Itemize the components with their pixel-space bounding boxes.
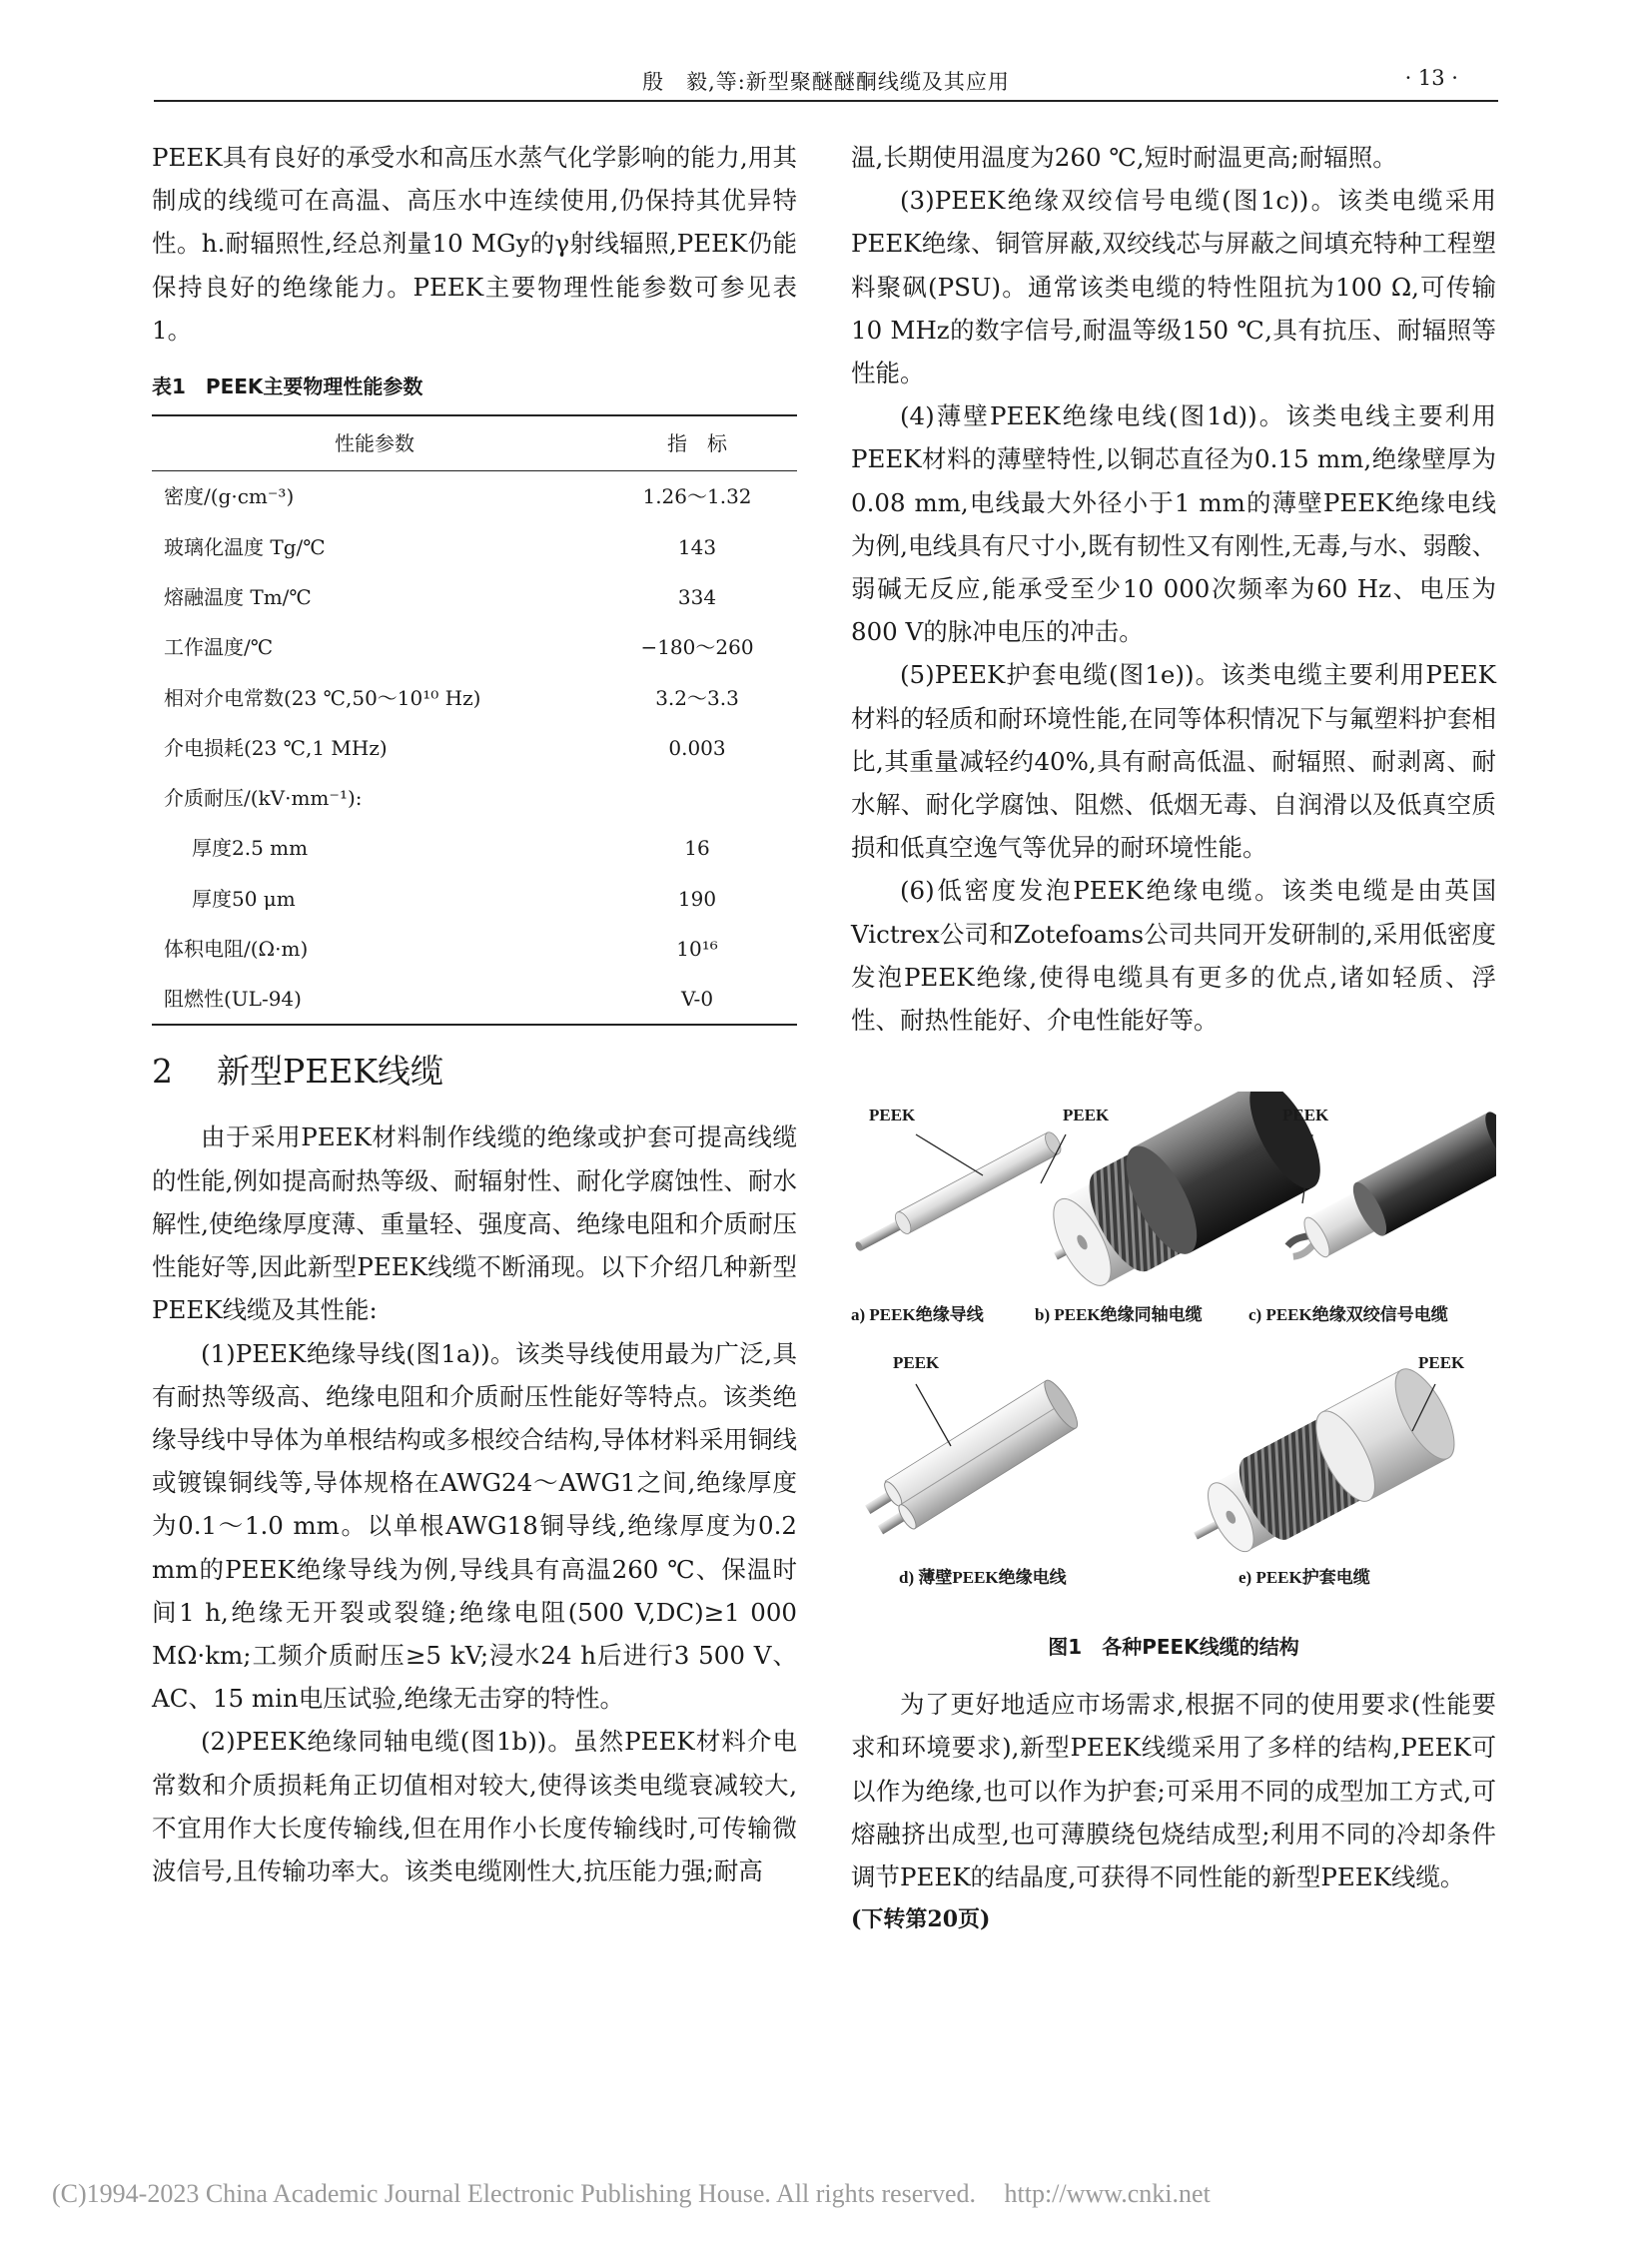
- properties-table: [152, 414, 797, 1026]
- row-param: 体积电阻/(Ω·m): [164, 937, 309, 962]
- row-value: 143: [677, 534, 717, 559]
- section-number: 2: [152, 1052, 173, 1092]
- callout-label-c: PEEK: [1282, 1106, 1329, 1125]
- row-value: 190: [677, 886, 717, 911]
- left-column: [152, 136, 797, 1892]
- row-param: 阻燃性(UL-94): [164, 987, 302, 1012]
- callout-label-e: PEEK: [1418, 1353, 1465, 1373]
- row-param: 厚度50 μm: [192, 886, 296, 911]
- body-paragraph: (3)PEEK绝缘双绞信号电缆(图1c))。该类电缆采用PEEK绝缘、铜管屏蔽,双绞线芯与屏蔽之间填充特种工程塑料聚砜(PSU)。通常该类电缆的特性阻抗为100 Ω,可传输10 MHz的数字信号,耐温等级150 ℃,具有抗压、耐辐照等性能。: [851, 186, 1496, 388]
- row-value: −180～260: [640, 635, 754, 660]
- table-row: [152, 773, 797, 823]
- table-header-row: [152, 415, 797, 471]
- table-row: [152, 974, 797, 1025]
- page-number: · 13 ·: [1404, 66, 1458, 90]
- right-column: [851, 136, 1496, 1941]
- sublabel-a: a) PEEK绝缘导线: [851, 1305, 984, 1325]
- row-value: V-0: [680, 987, 714, 1012]
- row-param: 厚度2.5 mm: [192, 836, 309, 861]
- table-row: [152, 924, 797, 974]
- row-param: 工作温度/℃: [164, 635, 274, 660]
- row-value: 1.26～1.32: [642, 484, 752, 509]
- row-value: 16: [684, 836, 710, 861]
- sublabel-e: e) PEEK护套电缆: [1239, 1568, 1370, 1588]
- body-paragraph: (5)PEEK护套电缆(图1e))。该类电缆主要利用PEEK材料的轻质和耐环境性能,在同等体积情况下与氟塑料护套相比,其重量减轻约40%,具有耐高低温、耐辐照、耐剥离、耐水解、耐化学腐蚀、阻燃、低烟无毒、自润滑以及低真空质损和低真空逸气等优异的耐环境性能。: [851, 660, 1496, 863]
- body-paragraph: 由于采用PEEK材料制作线缆的绝缘或护套可提高线缆的性能,例如提高耐热等级、耐辐射性、耐化学腐蚀性、耐水解性,使绝缘厚度薄、重量轻、强度高、绝缘电阻和介质耐压性能好等,因此新型PEEK线缆不断涌现。以下介绍几种新型PEEK线缆及其性能:: [152, 1122, 797, 1325]
- callout-label-a: PEEK: [869, 1106, 916, 1125]
- row-param: 相对介电常数(23 ℃,50～10¹⁰ Hz): [164, 685, 481, 710]
- row-value: 334: [677, 584, 717, 609]
- row-value: 10¹⁶: [676, 937, 718, 962]
- section-heading: [152, 1050, 797, 1094]
- table-row: [152, 723, 797, 773]
- table-row: [152, 622, 797, 672]
- table-row: [152, 471, 797, 522]
- copyright-footer: [52, 2179, 1211, 2209]
- row-value: 0.003: [668, 735, 726, 760]
- col-header-param: 性能参数: [152, 415, 597, 471]
- body-paragraph: (6)低密度发泡PEEK绝缘电缆。该类电缆是由英国Victrex公司和Zotefoams公司共同开发研制的,采用低密度发泡PEEK绝缘,使得电缆具有更多的优点,诸如轻质、浮性、耐热性能好、介电性能好等。: [851, 876, 1496, 1036]
- intro-paragraph: PEEK具有良好的承受水和高压水蒸气化学影响的能力,用其制成的线缆可在高温、高压水中连续使用,仍保持其优异特性。h.耐辐照性,经总剂量10 MGy的γ射线辐照,PEEK仍能保持良好的绝缘能力。PEEK主要物理性能参数可参见表1。: [152, 143, 797, 345]
- table-row: [152, 823, 797, 873]
- table-row: [152, 572, 797, 622]
- table-caption: 表1 PEEK主要物理性能参数: [152, 374, 423, 399]
- running-title: 殷 毅,等:新型聚醚醚酮线缆及其应用: [642, 70, 1010, 94]
- row-param: 介电损耗(23 ℃,1 MHz): [164, 735, 388, 760]
- running-header: [154, 62, 1498, 102]
- body-paragraph: 温,长期使用温度为260 ℃,短时耐温更高;耐辐照。: [851, 143, 1397, 172]
- row-value: [597, 773, 797, 823]
- callout-label-b: PEEK: [1063, 1106, 1110, 1125]
- section-title: 新型PEEK线缆: [217, 1052, 444, 1092]
- figure-d-thin-wall-wire: [860, 1377, 1083, 1545]
- footer-url[interactable]: http://www.cnki.net: [1004, 2179, 1211, 2208]
- sublabel-c: c) PEEK绝缘双绞信号电缆: [1248, 1305, 1448, 1325]
- figure-e-jacketed-cable: [1173, 1361, 1466, 1581]
- body-paragraph: (1)PEEK绝缘导线(图1a))。该类导线使用最为广泛,具有耐热等级高、绝缘电阻和介质耐压性能好等特点。该类绝缘导线中导体为单根结构或多根绞合结构,导体材料采用铜线或镀镍铜线等,导体规格在AWG24～AWG1之间,绝缘厚度为0.1～1.0 mm。以单根AWG18铜导线,绝缘厚度为0.2 mm的PEEK绝缘导线为例,导线具有高温260 ℃、保温时间1 h,绝缘无开裂或裂缝;绝缘电阻(500 V,DC)≥1 000 MΩ·km;工频介质耐压≥5 kV;浸水24 h后进行3 500 V、AC、15 min电压试验,绝缘无击穿的特性。: [152, 1338, 797, 1714]
- callout-label-d: PEEK: [893, 1353, 940, 1373]
- sublabel-d: d) 薄壁PEEK绝缘电线: [899, 1568, 1067, 1588]
- row-param: 熔融温度 Tm/℃: [164, 584, 312, 609]
- row-param: 密度/(g·cm⁻³): [164, 484, 295, 509]
- table-row: [152, 672, 797, 722]
- cable-structure-figure: [851, 1092, 1496, 1621]
- body-paragraph: 为了更好地适应市场需求,根据不同的使用要求(性能要求和环境要求),新型PEEK线缆采用了多样的结构,PEEK可以作为绝缘,也可以作为护套;可采用不同的成型加工方式,可熔融挤出成型,也可薄膜绕包烧结成型;利用不同的冷却条件调节PEEK的结晶度,可获得不同性能的新型PEEK线缆。: [851, 1690, 1496, 1892]
- row-param: 玻璃化温度 Tg/℃: [164, 534, 326, 559]
- body-paragraph: (2)PEEK绝缘同轴电缆(图1b))。虽然PEEK材料介电常数和介质损耗角正切值相对较大,使得该类电缆衰减较大,不宜用作大长度传输线,但在用作小长度传输线时,可传输微波信号,且传输功率大。该类电缆刚性大,抗压能力强;耐高: [152, 1727, 797, 1885]
- figure-caption: 图1 各种PEEK线缆的结构: [1048, 1635, 1299, 1660]
- figure-a-insulated-wire: [851, 1130, 1064, 1259]
- row-param: 介质耐压/(kV·mm⁻¹):: [164, 786, 363, 811]
- cable-illustrations: [851, 1092, 1496, 1621]
- col-header-value: 指 标: [597, 415, 797, 471]
- row-value: 3.2～3.3: [655, 685, 739, 710]
- copyright-text: (C)1994-2023 China Academic Journal Electronic Publishing House. All rights reserved.: [52, 2179, 976, 2208]
- body-paragraph: (4)薄壁PEEK绝缘电线(图1d))。该类电线主要利用PEEK材料的薄壁特性,以铜芯直径为0.15 mm,绝缘壁厚为0.08 mm,电线最大外径小于1 mm的薄壁PEEK绝缘电线为例,电线具有尺寸小,既有韧性又有刚性,无毒,与水、弱酸、弱碱无反应,能承受至少10 000次频率为60 Hz、电压为800 V的脉冲电压的冲击。: [851, 401, 1496, 647]
- sublabel-b: b) PEEK绝缘同轴电缆: [1035, 1305, 1203, 1325]
- continued-note: (下转第20页): [851, 1906, 991, 1933]
- table-row: [152, 874, 797, 924]
- table-row: [152, 522, 797, 572]
